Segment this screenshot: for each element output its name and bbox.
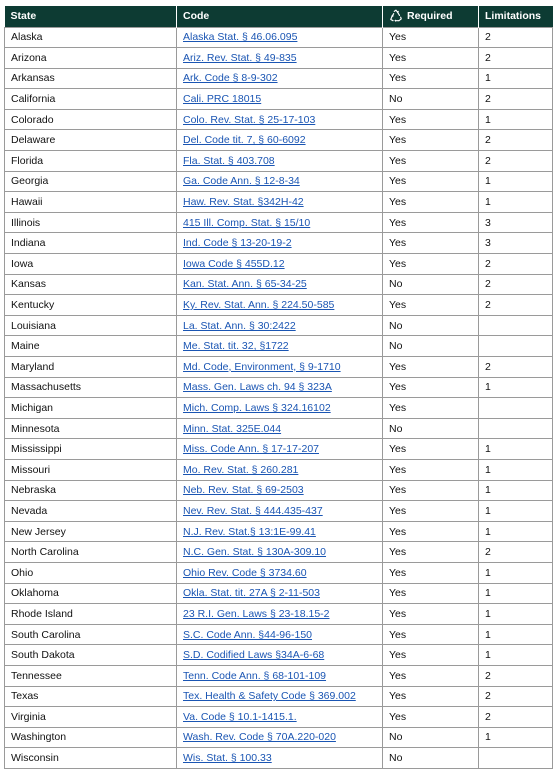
cell-code [177,562,383,583]
table-row [5,624,553,645]
cell-required: Yes [383,48,479,69]
cell-state: California [5,89,177,110]
cell-limitations: 2 [479,274,553,295]
cell-state: Georgia [5,171,177,192]
cell-state: Maryland [5,357,177,378]
cell-limitations: 2 [479,89,553,110]
table-row [5,48,553,69]
table-row [5,336,553,357]
cell-code [177,542,383,563]
cell-required: Yes [383,254,479,275]
cell-state: Massachusetts [5,377,177,398]
cell-required: No [383,274,479,295]
statute-link[interactable]: Tex. Health & Safety Code § 369.002 [183,690,356,703]
cell-state: Tennessee [5,665,177,686]
cell-required: Yes [383,295,479,316]
cell-limitations: 2 [479,357,553,378]
table-row [5,562,553,583]
table-row [5,748,553,769]
cell-required: Yes [383,707,479,728]
table-row [5,459,553,480]
cell-code [177,583,383,604]
cell-state: South Carolina [5,624,177,645]
cell-limitations: 1 [479,583,553,604]
statute-link[interactable]: La. Stat. Ann. § 30:2422 [183,319,296,332]
table-row [5,27,553,48]
statute-link[interactable]: Nev. Rev. Stat. § 444.435-437 [183,504,323,517]
cell-code [177,109,383,130]
statute-link[interactable]: N.C. Gen. Stat. § 130A-309.10 [183,546,327,559]
cell-limitations: 1 [479,501,553,522]
cell-limitations: 1 [479,727,553,748]
cell-code [177,336,383,357]
cell-limitations: 2 [479,130,553,151]
cell-state: Minnesota [5,418,177,439]
statute-link[interactable]: Kan. Stat. Ann. § 65-34-25 [183,278,307,291]
cell-state: Arkansas [5,68,177,89]
cell-limitations: 2 [479,151,553,172]
cell-required: Yes [383,562,479,583]
cell-required: Yes [383,109,479,130]
cell-limitations: 3 [479,233,553,254]
cell-limitations: 1 [479,192,553,213]
cell-limitations: 1 [479,604,553,625]
cell-limitations: 1 [479,171,553,192]
cell-limitations: 1 [479,377,553,398]
header-limitations [479,6,553,27]
statute-link[interactable]: Alaska Stat. § 46.06.095 [183,31,298,44]
cell-state: Wisconsin [5,748,177,769]
cell-code [177,295,383,316]
cell-code [177,439,383,460]
table-row [5,727,553,748]
cell-state: Texas [5,686,177,707]
cell-limitations: 1 [479,439,553,460]
statute-link[interactable]: Me. Stat. tit. 32, §1722 [183,340,289,353]
cell-required: Yes [383,171,479,192]
cell-code [177,151,383,172]
cell-code [177,171,383,192]
cell-code [177,48,383,69]
table-row [5,377,553,398]
table-row [5,295,553,316]
cell-required: Yes [383,624,479,645]
cell-code [177,501,383,522]
cell-code [177,357,383,378]
cell-state: Illinois [5,212,177,233]
cell-state: Kansas [5,274,177,295]
statute-link[interactable]: Ariz. Rev. Stat. § 49-835 [183,51,297,64]
table-row [5,583,553,604]
recycle-icon [389,9,403,23]
cell-code [177,68,383,89]
cell-code [177,212,383,233]
cell-limitations [479,336,553,357]
statute-link[interactable]: Minn. Stat. 325E.044 [183,422,282,435]
cell-required: Yes [383,68,479,89]
cell-limitations: 1 [479,109,553,130]
table-row [5,212,553,233]
cell-required: No [383,89,479,110]
header-required-label: Required [407,10,453,23]
statute-link[interactable]: Wash. Rev. Code § 70A.220-020 [183,731,336,744]
table-row [5,480,553,501]
statute-link[interactable]: Ohio Rev. Code § 3734.60 [183,566,307,579]
cell-state: Mississippi [5,439,177,460]
cell-required: Yes [383,377,479,398]
cell-code [177,665,383,686]
cell-required: Yes [383,501,479,522]
statute-link[interactable]: 23 R.I. Gen. Laws § 23-18.15-2 [183,607,330,620]
cell-state: Indiana [5,233,177,254]
cell-limitations: 1 [479,480,553,501]
cell-required: Yes [383,542,479,563]
table-row [5,171,553,192]
statute-link[interactable]: S.C. Code Ann. §44-96-150 [183,628,313,641]
statute-link[interactable]: Mo. Rev. Stat. § 260.281 [183,463,299,476]
cell-state: Louisiana [5,315,177,336]
cell-required: Yes [383,439,479,460]
cell-required: No [383,727,479,748]
cell-required: No [383,336,479,357]
cell-required: No [383,315,479,336]
cell-code [177,727,383,748]
cell-code [177,686,383,707]
cell-state: Hawaii [5,192,177,213]
cell-limitations: 2 [479,48,553,69]
cell-code [177,377,383,398]
cell-limitations [479,398,553,419]
table-header-row [5,6,553,27]
state-recycling-laws-table-wrapper [4,6,552,769]
table-row [5,665,553,686]
cell-limitations: 2 [479,542,553,563]
header-state-label: State [10,10,37,23]
statute-link[interactable]: Colo. Rev. Stat. § 25-17-103 [183,113,316,126]
header-code [177,6,383,27]
cell-state: Florida [5,151,177,172]
cell-code [177,89,383,110]
cell-code [177,254,383,275]
statute-link[interactable]: Haw. Rev. Stat. §342H-42 [183,196,304,209]
statute-link[interactable]: Miss. Code Ann. § 17-17-207 [183,443,319,456]
table-row [5,68,553,89]
cell-required: Yes [383,686,479,707]
table-row [5,686,553,707]
cell-limitations: 2 [479,665,553,686]
header-required [383,6,479,27]
cell-required: Yes [383,151,479,172]
cell-required: Yes [383,604,479,625]
cell-code [177,748,383,769]
table-row [5,542,553,563]
cell-code [177,398,383,419]
cell-code [177,27,383,48]
cell-limitations [479,315,553,336]
cell-required: Yes [383,192,479,213]
cell-state: Nevada [5,501,177,522]
cell-required: Yes [383,645,479,666]
cell-limitations: 1 [479,459,553,480]
statute-link[interactable]: S.D. Codified Laws §34A-6-68 [183,649,325,662]
cell-state: Ohio [5,562,177,583]
table-row [5,315,553,336]
cell-code [177,233,383,254]
table-row [5,521,553,542]
table-row [5,89,553,110]
cell-limitations: 2 [479,27,553,48]
cell-limitations: 2 [479,295,553,316]
cell-state: South Dakota [5,645,177,666]
cell-code [177,459,383,480]
cell-state: Iowa [5,254,177,275]
cell-limitations: 2 [479,707,553,728]
cell-state: Colorado [5,109,177,130]
cell-limitations: 1 [479,645,553,666]
statute-link[interactable]: Del. Code tit. 7, § 60-6092 [183,134,306,147]
cell-required: Yes [383,212,479,233]
statute-link[interactable]: 415 Ill. Comp. Stat. § 15/10 [183,216,311,229]
cell-state: Missouri [5,459,177,480]
cell-limitations: 1 [479,521,553,542]
state-recycling-laws-table [4,6,553,769]
table-row [5,707,553,728]
cell-required: Yes [383,233,479,254]
statute-link[interactable]: Iowa Code § 455D.12 [183,257,285,270]
statute-link[interactable]: Tenn. Code Ann. § 68-101-109 [183,669,327,682]
statute-link[interactable]: Wis. Stat. § 100.33 [183,752,272,765]
cell-state: Rhode Island [5,604,177,625]
cell-state: Kentucky [5,295,177,316]
cell-code [177,418,383,439]
cell-state: Michigan [5,398,177,419]
cell-state: Washington [5,727,177,748]
cell-code [177,624,383,645]
statute-link[interactable]: Ky. Rev. Stat. Ann. § 224.50-585 [183,299,335,312]
cell-state: Arizona [5,48,177,69]
cell-code [177,707,383,728]
cell-limitations: 2 [479,686,553,707]
statute-link[interactable]: Ark. Code § 8-9-302 [183,72,278,85]
table-row [5,233,553,254]
table-row [5,274,553,295]
statute-link[interactable]: Fla. Stat. § 403.708 [183,154,275,167]
cell-code [177,604,383,625]
statute-link[interactable]: Neb. Rev. Stat. § 69-2503 [183,484,304,497]
cell-required: Yes [383,130,479,151]
cell-state: New Jersey [5,521,177,542]
table-row [5,439,553,460]
cell-limitations: 1 [479,624,553,645]
cell-state: Alaska [5,27,177,48]
cell-code [177,521,383,542]
cell-code [177,315,383,336]
cell-limitations [479,418,553,439]
table-row [5,418,553,439]
cell-state: Maine [5,336,177,357]
header-state [5,6,177,27]
cell-code [177,645,383,666]
statute-link[interactable]: Mass. Gen. Laws ch. 94 § 323A [183,381,332,394]
cell-state: Virginia [5,707,177,728]
cell-required: Yes [383,480,479,501]
cell-state: Nebraska [5,480,177,501]
cell-limitations: 1 [479,562,553,583]
cell-state: Delaware [5,130,177,151]
statute-link[interactable]: N.J. Rev. Stat.§ 13:1E-99.41 [183,525,316,538]
statute-link[interactable]: Mich. Comp. Laws § 324.16102 [183,401,331,414]
cell-state: North Carolina [5,542,177,563]
statute-link[interactable]: Ga. Code Ann. § 12-8-34 [183,175,300,188]
cell-code [177,192,383,213]
table-row [5,109,553,130]
table-row [5,501,553,522]
cell-limitations [479,748,553,769]
statute-link[interactable]: Ind. Code § 13-20-19-2 [183,237,292,250]
cell-limitations: 2 [479,254,553,275]
table-row [5,254,553,275]
statute-link[interactable]: Md. Code, Environment, § 9-1710 [183,360,341,373]
table-row [5,192,553,213]
cell-required: Yes [383,665,479,686]
cell-code [177,480,383,501]
table-row [5,645,553,666]
statute-link[interactable]: Okla. Stat. tit. 27A § 2-11-503 [183,587,320,600]
header-code-label: Code [183,10,210,23]
cell-required: Yes [383,398,479,419]
cell-code [177,130,383,151]
cell-limitations: 1 [479,68,553,89]
statute-link[interactable]: Va. Code § 10.1-1415.1. [183,710,297,723]
table-row [5,357,553,378]
cell-required: Yes [383,583,479,604]
cell-limitations: 3 [479,212,553,233]
header-limitations-label: Limitations [485,10,542,23]
statute-link[interactable]: Cali. PRC 18015 [183,93,262,106]
cell-required: Yes [383,459,479,480]
table-row [5,130,553,151]
cell-code [177,274,383,295]
table-row [5,398,553,419]
table-row [5,151,553,172]
cell-required: No [383,748,479,769]
cell-required: Yes [383,27,479,48]
cell-required: Yes [383,357,479,378]
table-row [5,604,553,625]
cell-required: No [383,418,479,439]
cell-state: Oklahoma [5,583,177,604]
cell-required: Yes [383,521,479,542]
